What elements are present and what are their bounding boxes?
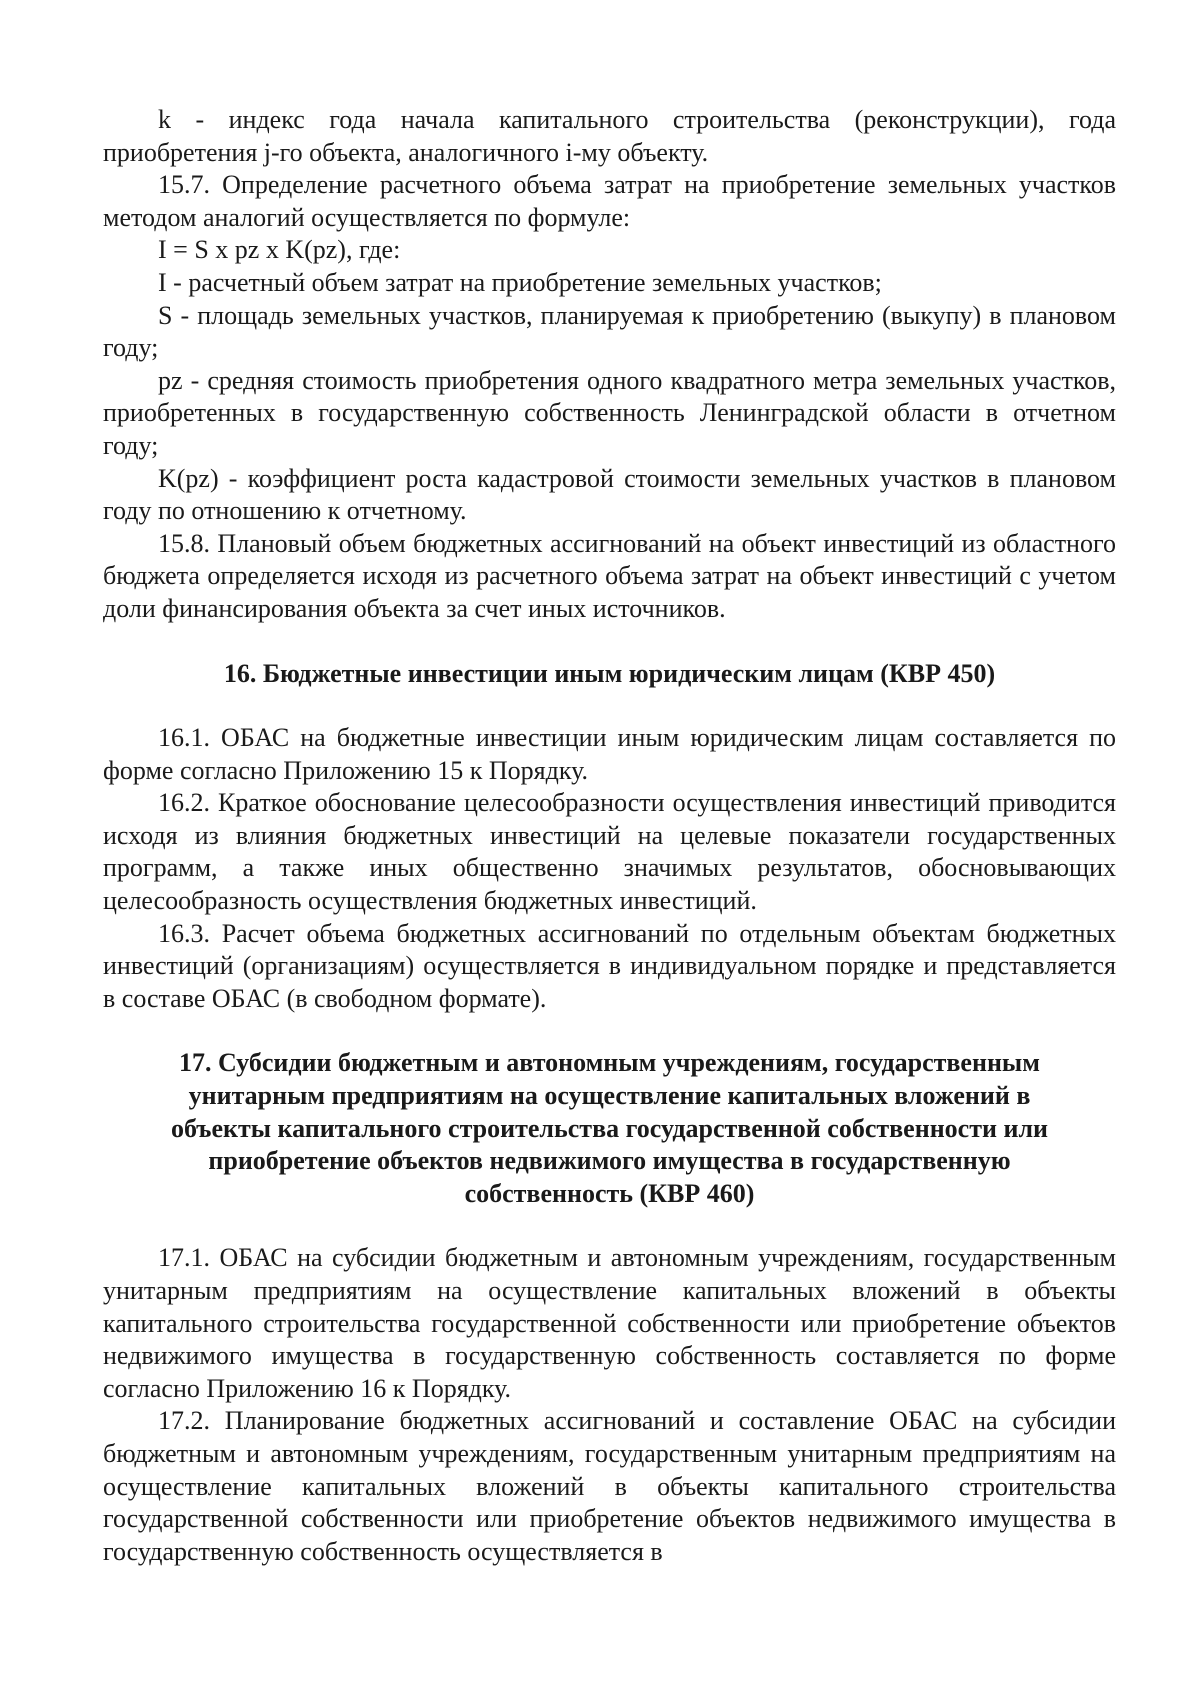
spacer	[103, 1015, 1116, 1047]
definition-pz: pz - средняя стоимость приобретения одного квадратного метра земельных участков, приобретенных в государственную собственность Ленинградской области в отчетном году;	[103, 365, 1116, 460]
paragraph-k-definition: k - индекс года начала капитального строительства (реконструкции), года приобретения j-го объекта, аналогичного i-му объекту.	[103, 105, 1116, 167]
paragraph-16-2: 16.2. Краткое обоснование целесообразности осуществления инвестиций приводится исходя из влияния бюджетных инвестиций на целевые показатели государственных программ, а также иных общественно значимых результатов, обосновывающих целесообразность осуществления бюджетных инвестиций.	[103, 788, 1116, 916]
spacer	[103, 690, 1116, 722]
section-17-heading-line: собственность (КВР 460)	[464, 1178, 755, 1208]
definition-kpz: K(pz) - коэффициент роста кадастровой стоимости земельных участков в плановом году по отношению к отчетному.	[103, 463, 1116, 526]
section-17-heading-line: унитарным предприятиям на осуществление капитальных вложений в	[188, 1081, 1031, 1111]
paragraph-16-1: 16.1. ОБАС на бюджетные инвестиции иным юридическим лицам составляется по форме согласно Приложению 15 к Порядку.	[103, 723, 1116, 785]
spacer	[103, 1210, 1116, 1242]
paragraph-17-1: 17.1. ОБАС на субсидии бюджетным и автономным учреждениям, государственным унитарным предприятиям на осуществление капитальных вложений в объекты капитального строительства государственной собственности или приобретение объектов недвижимого имущества в государственную собственность составляется по форме согласно Приложению 16 к Порядку.	[103, 1243, 1116, 1403]
section-17-heading-line: приобретение объектов недвижимого имущества в государственную	[208, 1146, 1011, 1176]
paragraph-15-7: 15.7. Определение расчетного объема затрат на приобретение земельных участков методом аналогий осуществляется по формуле:	[103, 170, 1116, 232]
paragraph-15-8: 15.8. Плановый объем бюджетных ассигнований на объект инвестиций из областного бюджета определяется исходя из расчетного объема затрат на объект инвестиций с учетом доли финансирования объекта за счет иных источников.	[103, 528, 1116, 623]
section-16-heading: 16. Бюджетные инвестиции иным юридическим лицам (КВР 450)	[223, 658, 996, 688]
definition-i: I - расчетный объем затрат на приобретение земельных участков;	[158, 267, 882, 297]
section-17-heading-line: 17. Субсидии бюджетным и автономным учреждениям, государственным	[179, 1048, 1040, 1078]
spacer	[103, 626, 1116, 658]
paragraph-16-3: 16.3. Расчет объема бюджетных ассигнований по отдельным объектам бюджетных инвестиций (организациям) осуществляется в индивидуальном порядке и представляется в составе ОБАС (в свободном формате).	[103, 918, 1116, 1013]
paragraph-17-2: 17.2. Планирование бюджетных ассигнований и составление ОБАС на субсидии бюджетным и автономным учреждениям, государственным унитарным предприятиям на осуществление капитальных вложений в объекты капитального строительства государственной собственности или приобретение объектов недвижимого имущества в государственную собственность осуществляется в	[103, 1406, 1116, 1566]
section-17-heading-line: объекты капитального строительства государственной собственности или	[170, 1113, 1049, 1143]
section-17-heading	[103, 1047, 1116, 1210]
definition-s: S - площадь земельных участков, планируемая к приобретению (выкупу) в плановом году;	[103, 300, 1116, 363]
formula-land-cost: I = S x pz x K(pz), где:	[158, 235, 401, 265]
